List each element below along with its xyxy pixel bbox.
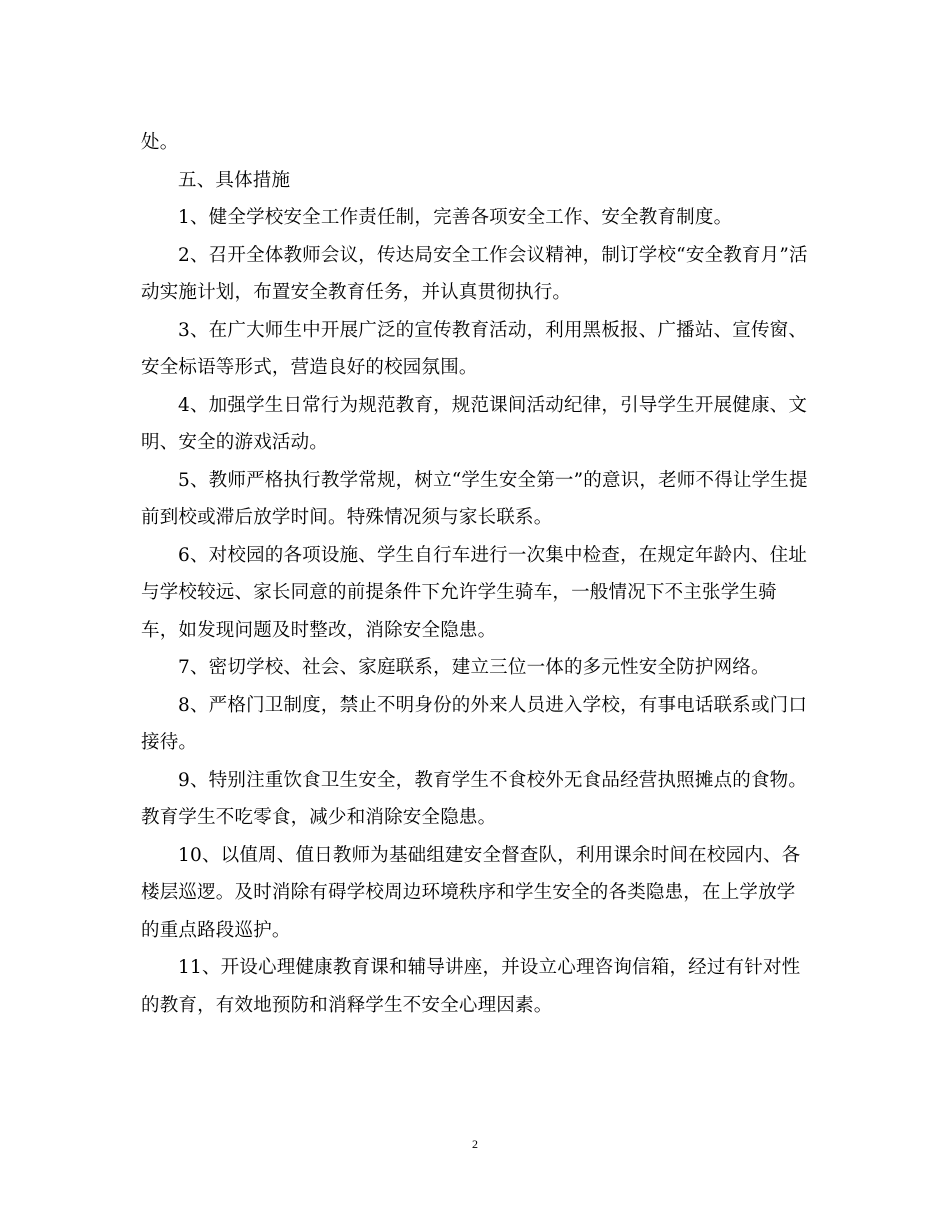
- body-text: [141, 124, 811, 1024]
- measure-item-10: 10、以值周、值日教师为基础组建安全督查队，利用课余时间在校园内、各楼层巡逻。及时消除有碍学校周边环境秩序和学生安全的各类隐患，在上学放学的重点路段巡护。: [141, 844, 801, 941]
- measure-item-1: 1、健全学校安全工作责任制，完善各项安全工作、安全教育制度。: [178, 207, 733, 228]
- measure-item-4: 4、加强学生日常行为规范教育，规范课间活动纪律，引导学生开展健康、文明、安全的游戏活动。: [141, 394, 808, 453]
- measure-item-9: 9、特别注重饮食卫生安全，教育学生不食校外无食品经营执照摊点的食物。教育学生不吃零食，减少和消除安全隐患。: [141, 769, 808, 828]
- measure-item-3: 3、在广大师生中开展广泛的宣传教育活动，利用黑板报、广播站、宣传窗、安全标语等形式，营造良好的校园氛围。: [141, 319, 808, 378]
- measure-item-7: 7、密切学校、社会、家庭联系，建立三位一体的多元性安全防护网络。: [178, 657, 770, 678]
- measure-item-5: 5、教师严格执行教学常规，树立“学生安全第一”的意识，老师不得让学生提前到校或滞后放学时间。特殊情况须与家长联系。: [141, 469, 808, 528]
- measure-item-11: 11、开设心理健康教育课和辅导讲座，并设立心理咨询信箱，经过有针对性的教育，有效地预防和消释学生不安全心理因素。: [141, 957, 801, 1016]
- page-number: 2: [472, 1137, 478, 1151]
- section-heading: 五、具体措施: [178, 169, 291, 191]
- measure-item-8: 8、严格门卫制度，禁止不明身份的外来人员进入学校，有事电话联系或门口接待。: [141, 694, 808, 753]
- paragraph-continuation: 处。: [141, 132, 179, 153]
- measure-item-2: 2、召开全体教师会议，传达局安全工作会议精神，制订学校“安全教育月”活动实施计划，布置安全教育任务，并认真贯彻执行。: [141, 244, 808, 303]
- measure-item-6: 6、对校园的各项设施、学生自行车进行一次集中检查，在规定年龄内、住址与学校较远、家长同意的前提条件下允许学生骑车，一般情况下不主张学生骑车，如发现问题及时整改，消除安全隐患。: [141, 544, 808, 641]
